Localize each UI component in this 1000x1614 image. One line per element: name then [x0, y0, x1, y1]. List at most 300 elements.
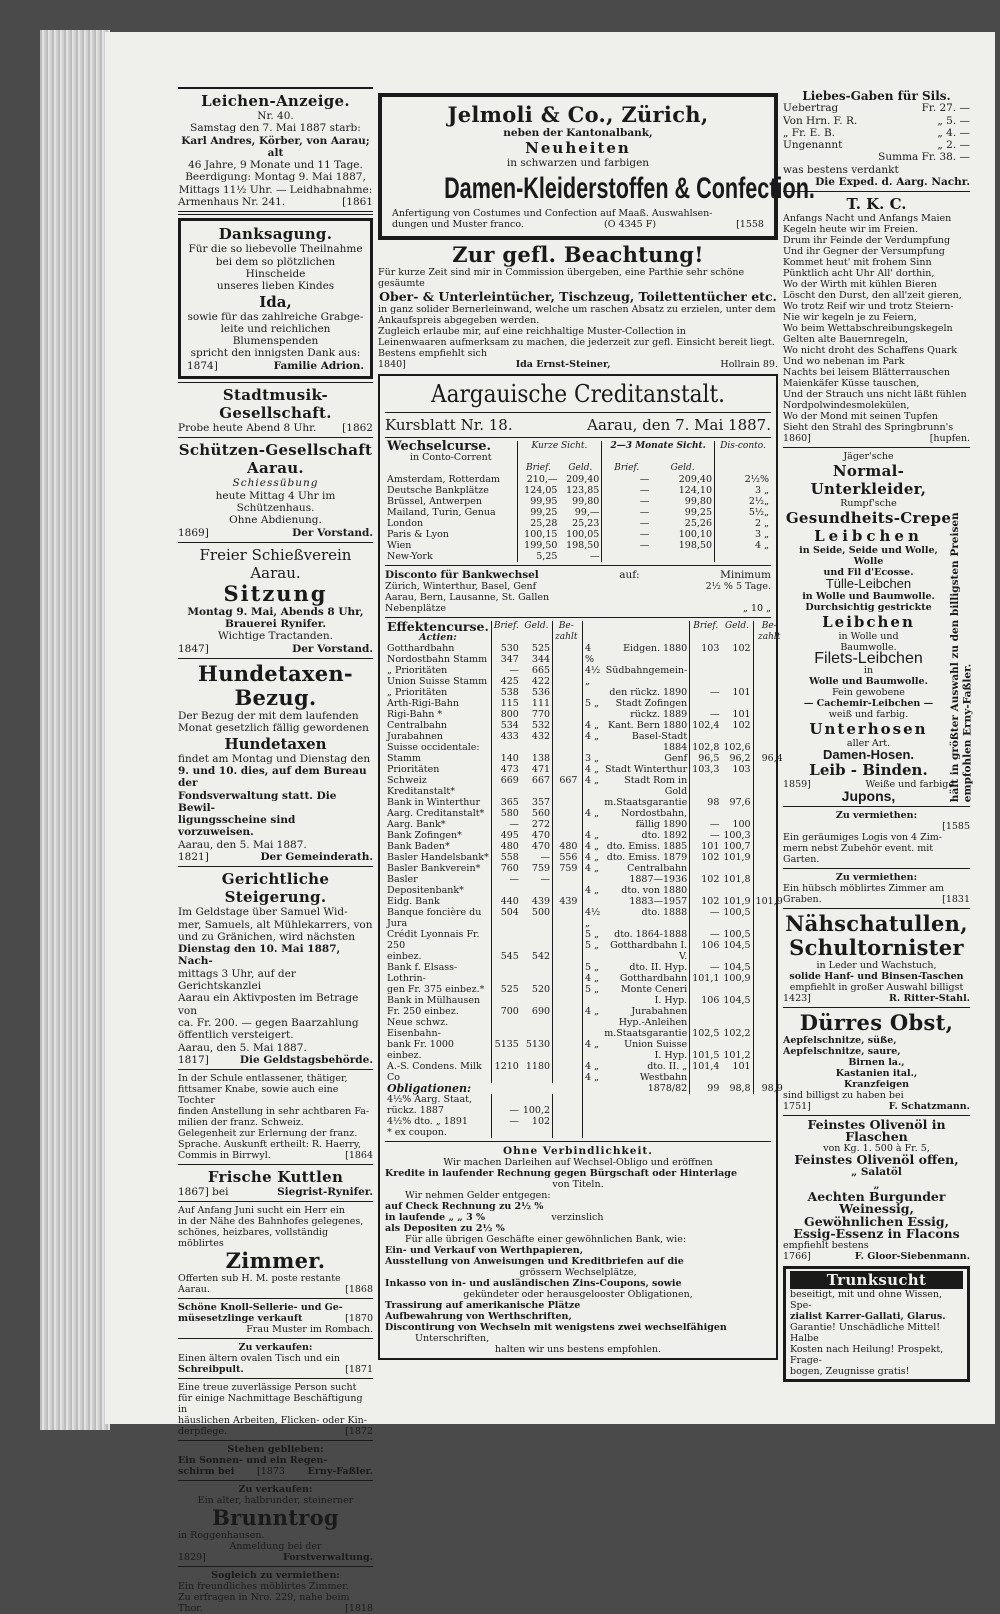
table-cell	[753, 808, 785, 819]
table-row	[385, 841, 579, 852]
text: Offerten sub H. M. poste restante	[178, 1273, 341, 1285]
table-row	[583, 720, 785, 731]
text: Anfertigung von Costumes und Confection auf Maaß. Auswahlsen-	[392, 207, 713, 219]
table-cell: 1883—1957	[629, 895, 688, 907]
table-row	[583, 643, 785, 665]
table-cell: 100,15	[517, 529, 559, 540]
table-cell	[583, 687, 602, 698]
text: Obligationen:	[387, 1081, 472, 1095]
signature: F. Schatzmann.	[888, 1100, 970, 1112]
table-cell	[553, 907, 580, 929]
table-cell	[721, 1072, 753, 1083]
table-cell: 480	[491, 841, 521, 852]
table-cell: Mailand, Turin, Genua	[387, 506, 496, 518]
table-cell	[583, 742, 602, 753]
table-cell: 556	[553, 852, 580, 863]
text: von Titeln.	[552, 1179, 604, 1191]
table-cell: Bank in Mülhausen	[387, 994, 481, 1006]
text: Gewöhnlichen Essig,	[804, 1213, 949, 1229]
dank-box	[178, 218, 373, 379]
table-cell: —	[491, 819, 521, 830]
text: Essig-Essenz in Flacons	[793, 1225, 960, 1241]
text: „ Fr. E. B.	[783, 126, 835, 139]
table-cell: 4 „	[585, 1038, 599, 1050]
table-cell	[753, 885, 785, 896]
text: Leinenwaaren aufmerksam zu machen, die jederzeit zur gefl. Einsicht bereit liegt.	[378, 336, 775, 348]
table-cell: Rigi-Bahn *	[387, 708, 443, 720]
table-cell	[753, 1017, 785, 1028]
table-cell: m.Staatsgarantie	[604, 796, 688, 808]
table-row	[385, 643, 579, 654]
text: Durchsichtig gestrickte	[805, 601, 932, 613]
table-cell: 100,05	[566, 528, 600, 540]
table-row	[583, 1017, 785, 1028]
text: Hundetaxen	[224, 734, 327, 753]
table-cell	[753, 720, 785, 731]
text: grössern Wechselplätze,	[519, 1267, 637, 1279]
list-item	[783, 139, 970, 151]
table-row	[385, 1127, 579, 1138]
text: Ankaufspreis abgegeben werden.	[378, 314, 540, 326]
col-header: Brief.	[602, 463, 651, 474]
table-cell	[690, 1072, 722, 1083]
table-cell: Prioritäten	[387, 763, 440, 775]
text: Aarau ein Aktivposten im Betrage von	[178, 992, 359, 1017]
table-cell	[753, 907, 785, 929]
table-cell: —	[602, 529, 651, 540]
table-cell	[553, 687, 580, 698]
table-cell	[553, 698, 580, 709]
text: Aarau, den 5. Mai 1887.	[178, 838, 307, 851]
table-cell: dto. Emiss. 1885	[606, 840, 688, 852]
text: Einen ältern ovalen Tisch und ein	[178, 1353, 341, 1365]
text: Sprache. Auskunft ertheilt: R. Haerry,	[178, 1139, 361, 1151]
table-cell: Eidgen. 1880	[623, 642, 688, 654]
table-cell: 102	[690, 874, 722, 885]
text: Commis in Birrwyl.	[178, 1150, 271, 1162]
table-cell: Gotthardbahn I. V.	[610, 939, 688, 962]
table-cell: 100,10	[678, 528, 712, 540]
text: ca. Fr. 200. — gegen Baarzahlung	[178, 1016, 359, 1029]
stadtmusik-title: Stadtmusik-Gesellschaft.	[219, 386, 332, 423]
text: schönes, heizbares, vollständig möblirtes	[178, 1227, 329, 1250]
text: in ganz solider Bernerleinwand, welche um raschen Absatz zu erzielen, unter dem	[378, 303, 776, 315]
table-cell: —	[602, 485, 651, 496]
text: Summa Fr. 38. —	[878, 151, 970, 164]
text: Feinstes Olivenöl offen,	[794, 1152, 959, 1168]
text: verzinslich	[551, 1212, 604, 1224]
table-cell: 96,5	[690, 753, 722, 764]
table-cell: 104,5	[723, 939, 751, 951]
table-cell	[553, 984, 580, 995]
column-right	[783, 89, 974, 1382]
text: in laufende „ „ 3 %	[385, 1212, 486, 1224]
text: Ein- und Verkauf von Werthpapieren,	[385, 1245, 584, 1257]
kursblatt-nr: Kursblatt Nr. 18.	[385, 415, 513, 434]
poem-line: Kommet heut' mit frohem Sinn	[783, 257, 932, 269]
table-cell: 5 „	[585, 983, 599, 995]
poem-line: Löscht den Durst, den all'zeit gieren,	[783, 290, 962, 302]
table-row	[385, 995, 579, 1006]
table-cell: 471	[531, 763, 551, 775]
table-cell: 504	[491, 907, 521, 929]
table-row	[583, 1039, 785, 1050]
table-cell: 123,85	[566, 484, 600, 496]
table-cell: 101,8	[723, 873, 751, 885]
text: Leibchen	[814, 527, 923, 546]
table-cell: 101	[690, 841, 722, 852]
text: Frau Muster im Rombach.	[246, 1324, 373, 1336]
table-cell	[753, 962, 785, 973]
text: Zu erfragen in Nro. 229, nahe beim	[178, 1592, 350, 1604]
table-cell: —	[491, 874, 521, 896]
table-cell: 199,50	[517, 540, 559, 551]
table-row	[385, 753, 579, 764]
table-cell	[721, 731, 753, 742]
table-cell	[553, 676, 580, 687]
ad-code: [1864	[345, 1150, 373, 1162]
table-row	[583, 819, 785, 830]
table-cell: 5 „	[585, 961, 599, 973]
table-cell	[721, 808, 753, 819]
col-header: 2—3 Monate Sicht.	[602, 441, 715, 463]
table-cell	[690, 1006, 722, 1017]
ad-code: [1872	[345, 1426, 373, 1438]
table-cell: 422	[531, 675, 551, 687]
text: solide Hanf- und Binsen-Taschen	[789, 970, 964, 982]
table-cell: 104,5	[723, 994, 751, 1006]
table-cell: 3 „	[715, 485, 772, 496]
table-row	[583, 753, 785, 764]
poem-line: Sieht den Strahl des Springbrunn's	[783, 422, 954, 434]
poem-line: Gelten alte Bauernregeln,	[783, 334, 909, 346]
table-cell: 4 „	[585, 972, 599, 984]
section-title: Zu verkaufen:	[238, 1484, 313, 1496]
table-cell	[583, 819, 602, 830]
table-cell: Nordostbahn Stamm	[387, 653, 488, 665]
table-cell: 347	[491, 654, 521, 665]
table-cell: 100,9	[723, 972, 751, 984]
table-cell: 99,25	[517, 507, 559, 518]
text: Brauerei Rynifer.	[224, 618, 327, 631]
naeh-title: Nähschatullen,	[785, 910, 968, 936]
text: in Wolle und	[838, 630, 899, 642]
table-row	[385, 742, 579, 753]
poem-line: Nie wir kegeln je zu Feiern,	[783, 312, 917, 324]
sils-title: Liebes-Gaben für Sils.	[802, 89, 951, 103]
table-row	[385, 984, 579, 995]
ad-code: 1766]	[783, 1251, 811, 1263]
table-cell: 124,05	[517, 485, 559, 496]
kursblatt-date: Aarau, den 7. Mai 1887.	[587, 415, 771, 434]
table-cell: dto. von 1880	[621, 884, 688, 896]
table-cell: 760	[491, 863, 521, 874]
table-cell: 111	[531, 697, 551, 709]
text: Gesundheits-Crepe	[785, 509, 952, 528]
text: Dienstag den 10. Mai 1887, Nach-	[178, 943, 341, 968]
col-header: Geld.	[568, 462, 593, 473]
table-cell	[491, 929, 521, 951]
text: Weiße und farbige	[865, 779, 954, 791]
text: als Depositen zu 2½ %	[385, 1223, 505, 1235]
table-cell: 102,6	[723, 741, 751, 753]
text: Fr. 27. —	[921, 102, 970, 115]
table-cell: 4 „	[585, 807, 599, 819]
col-header: Be-zahlt	[553, 621, 580, 643]
table-cell: Neue schwz. Eisenbahn-	[387, 1016, 449, 1039]
trunk-title: Trunksucht	[790, 1271, 963, 1289]
table-row	[583, 830, 785, 841]
poem-line: Wo der Mond mit seinen Tupfen	[783, 411, 938, 423]
table-cell: 102	[732, 642, 751, 654]
table-cell: 100	[732, 818, 751, 830]
table-cell: „ Prioritäten	[387, 664, 448, 676]
table-cell: 101,9	[723, 851, 751, 863]
col-header: Geld.	[670, 462, 695, 473]
table-cell	[721, 1039, 753, 1050]
table-cell	[753, 665, 785, 687]
table-cell: 669	[491, 775, 521, 797]
ad-code: [1868	[345, 1284, 373, 1296]
table-cell: Suisse occidentale:	[387, 741, 480, 753]
table-cell	[753, 797, 785, 808]
table-cell	[583, 797, 602, 808]
table-cell: —	[540, 873, 551, 885]
table-cell: Crédit Lyonnais Fr. 250	[387, 928, 480, 951]
table-cell	[753, 830, 785, 841]
text: und zu Gränichen, wird nächsten	[178, 930, 355, 943]
table-cell: Genf	[664, 752, 688, 764]
table-cell: 101	[732, 708, 751, 720]
text: Ein freundliches möblirtes Zimmer.	[178, 1581, 349, 1593]
jelmoli-headline: Damen-Kleiderstoffen & Confection.	[444, 171, 815, 205]
text: sowie für das zahlreiche Grabge-	[187, 310, 364, 323]
text: Kastanien ital.,	[835, 1067, 918, 1079]
table-cell	[753, 1061, 785, 1072]
table-cell	[583, 896, 602, 907]
table-cell: Südbahngemein-	[605, 664, 688, 676]
table-cell	[753, 940, 785, 962]
table-row	[385, 852, 579, 863]
text: In der Schule entlassener, thätiger,	[178, 1073, 348, 1085]
text: „ 5. —	[937, 114, 970, 127]
table-cell: 4½% dto. „ 1891	[387, 1115, 468, 1127]
table-cell: 1887—1936	[629, 873, 688, 885]
section-title: Zu verkaufen:	[238, 1342, 313, 1354]
text: Auf Anfang Juni sucht ein Herr ein	[178, 1205, 345, 1217]
table-cell: 100,7	[723, 840, 751, 852]
table-cell	[753, 995, 785, 1006]
table-cell: 665	[531, 664, 551, 676]
table-cell: 530	[491, 643, 521, 654]
table-cell: 99,95	[517, 496, 559, 507]
table-cell: 470	[531, 840, 551, 852]
ad-code: 1860]	[783, 433, 811, 445]
table-cell	[583, 874, 602, 885]
table-cell: 4 „	[715, 540, 772, 551]
oel-title: Feinstes Olivenöl in Flaschen	[807, 1116, 946, 1144]
text: mer, Samuels, alt Mühlekarrers, von	[178, 918, 373, 931]
table-cell	[553, 995, 580, 1006]
trunk-ad	[783, 1266, 970, 1382]
text: Trassirung auf amerikanische Plätze	[385, 1300, 581, 1312]
text: „ Salatöl	[851, 1166, 902, 1179]
table-row	[583, 665, 785, 687]
table-cell: dto. II. Hyp.	[629, 961, 688, 973]
table-cell	[491, 1017, 521, 1039]
table-cell: 100,5	[723, 928, 751, 940]
table-cell: 101,9	[723, 895, 751, 907]
table-cell: Jurabahnen	[387, 730, 443, 742]
table-cell	[651, 551, 714, 562]
brunntrog-title: Brunntrog	[212, 1505, 339, 1531]
table-row	[385, 676, 579, 687]
table-cell	[753, 984, 785, 995]
table-cell: —	[602, 518, 651, 529]
table-cell: dto. II. „	[647, 1060, 688, 1072]
table-cell: Stadt Rom in Gold	[624, 774, 688, 797]
table-cell: 198,50	[566, 539, 600, 551]
table-cell	[583, 1017, 602, 1028]
table-row	[385, 687, 579, 698]
table-cell	[753, 1006, 785, 1017]
text: — Cachemir-Leibchen —	[803, 697, 934, 709]
table-cell: 4 „	[585, 851, 599, 863]
text: Von Hrn. F. R.	[783, 114, 858, 127]
poem-line: Und ihr Gegner der Versumpfung	[783, 246, 945, 258]
text: Gelegenheit zur Erlernung der franz.	[178, 1128, 358, 1140]
table-row	[583, 841, 785, 852]
table-cell: A.-S. Condens. Milk Co	[387, 1060, 482, 1083]
table-row	[385, 1061, 579, 1083]
table-cell: Gotthardbahn	[387, 642, 455, 654]
text: Ein Sonnen- und ein Regen-	[178, 1455, 328, 1467]
table-cell: bank Fr. 1000 einbez.	[387, 1038, 454, 1061]
table-row	[385, 1116, 579, 1127]
text: in Roggenhausen.	[178, 1530, 265, 1542]
dank-name: Ida,	[259, 292, 292, 311]
table-cell: —	[690, 962, 722, 973]
text: Discontirung von Wechseln mit wenigstens zwei wechselfähigen	[385, 1322, 727, 1334]
table-row	[385, 863, 579, 874]
table-cell: Stamm	[387, 752, 422, 764]
table-cell	[491, 995, 521, 1006]
table-row	[385, 808, 579, 819]
table-cell: 800	[491, 709, 521, 720]
section-title: Stehen geblieben:	[227, 1444, 324, 1456]
text: Aarau.	[178, 1284, 210, 1296]
signature: Die Geldstagsbehörde.	[239, 1053, 373, 1066]
text: empfiehlt in großer Auswahl billigst	[789, 981, 964, 993]
table-row	[583, 995, 785, 1006]
text: Bestens empfiehlt sich	[378, 347, 487, 359]
table-cell: 100,2	[522, 1104, 551, 1116]
text: Fondsverwaltung statt. Die Bewil-	[178, 789, 337, 814]
table-cell	[690, 863, 722, 874]
table-cell: 1884	[663, 741, 688, 753]
table-row	[385, 540, 771, 551]
table-cell: 439	[553, 896, 580, 907]
text: Aarau, Bern, Lausanne, St. Gallen	[385, 591, 550, 603]
table-cell: —	[491, 665, 521, 676]
text: Ein geräumiges Logis von 4 Zim-	[783, 831, 942, 843]
table-cell: m.Staatsgarantie	[604, 1027, 688, 1039]
table-cell: —	[690, 907, 722, 929]
table-cell: Westbahn	[639, 1071, 688, 1083]
table-row	[583, 1028, 785, 1039]
text: Jupons,	[841, 788, 896, 805]
poem-line: Drum ihr Feinde der Verdumpfung	[783, 235, 951, 247]
text: in schwarzen und farbigen	[506, 157, 650, 170]
text: fittsamer Knabe, sowie auch eine Tochter	[178, 1084, 339, 1107]
table-cell: Stadt Zofingen	[615, 697, 688, 709]
table-cell: 106	[690, 940, 722, 962]
table-cell: 5½„	[715, 507, 772, 518]
table-cell: 101,5	[690, 1050, 722, 1061]
text: 9. und 10. dies, auf dem Bureau der	[178, 764, 367, 790]
table-cell	[491, 962, 521, 984]
text: leite und reichlichen Blumenspenden	[220, 322, 331, 348]
table-cell: 4 „	[585, 884, 599, 896]
table-cell: —	[690, 819, 722, 830]
table-cell: 5 „	[585, 697, 599, 709]
table-cell: 25,26	[684, 517, 712, 529]
table-cell: 480	[553, 841, 580, 852]
text: Graben.	[783, 893, 822, 905]
ad-code: [1862	[342, 422, 373, 435]
table-cell	[753, 643, 785, 665]
ad-code: 1847]	[178, 642, 209, 655]
table-cell: —	[690, 929, 722, 940]
table-cell: 3 „	[585, 752, 599, 764]
table-cell: Basler Bankverein*	[387, 862, 481, 874]
sitzung-title: Sitzung	[223, 580, 328, 606]
table-cell: 102	[732, 719, 751, 731]
table-cell: 3 „	[715, 529, 772, 540]
disconto-title: Disconto für Bankwechsel	[385, 568, 539, 581]
text: Ausstellung von Anweisungen und Kreditbriefen auf die	[385, 1256, 684, 1268]
ad-code: 1829]	[178, 1552, 206, 1564]
table-cell: 210,—	[517, 474, 559, 485]
table-cell	[553, 830, 580, 841]
table-cell: —	[690, 830, 722, 841]
text: Minimum	[720, 568, 771, 581]
text: Baumwolle.	[840, 641, 897, 653]
table-cell: 99,—	[574, 506, 600, 518]
table-cell	[491, 1094, 521, 1105]
bank-kursblatt	[378, 374, 783, 1361]
table-cell	[721, 698, 753, 709]
leichen-title: Leichen-Anzeige.	[201, 92, 350, 110]
table-row	[583, 731, 785, 742]
table-cell: 538	[491, 687, 521, 698]
table-cell	[553, 731, 580, 742]
text: ligungsscheine sind vorzuweisen.	[178, 814, 296, 839]
table-cell	[753, 852, 785, 863]
table-cell	[753, 1072, 785, 1083]
signature: Siegrist-Rynifer.	[277, 1186, 373, 1199]
table-cell: —	[491, 1105, 521, 1116]
table-cell	[753, 929, 785, 940]
text: öffentlich versteigert.	[178, 1029, 294, 1042]
table-cell: Centralbahn	[387, 719, 448, 731]
ad-code: [1870	[345, 1313, 373, 1325]
table-cell: 580	[491, 808, 521, 819]
text: halten wir uns bestens empfohlen.	[494, 1344, 662, 1356]
text: Jäger'sche	[843, 451, 894, 463]
poem-line: Maienkäfer Küsse tauschen,	[783, 378, 920, 390]
table-cell: 440	[491, 896, 521, 907]
